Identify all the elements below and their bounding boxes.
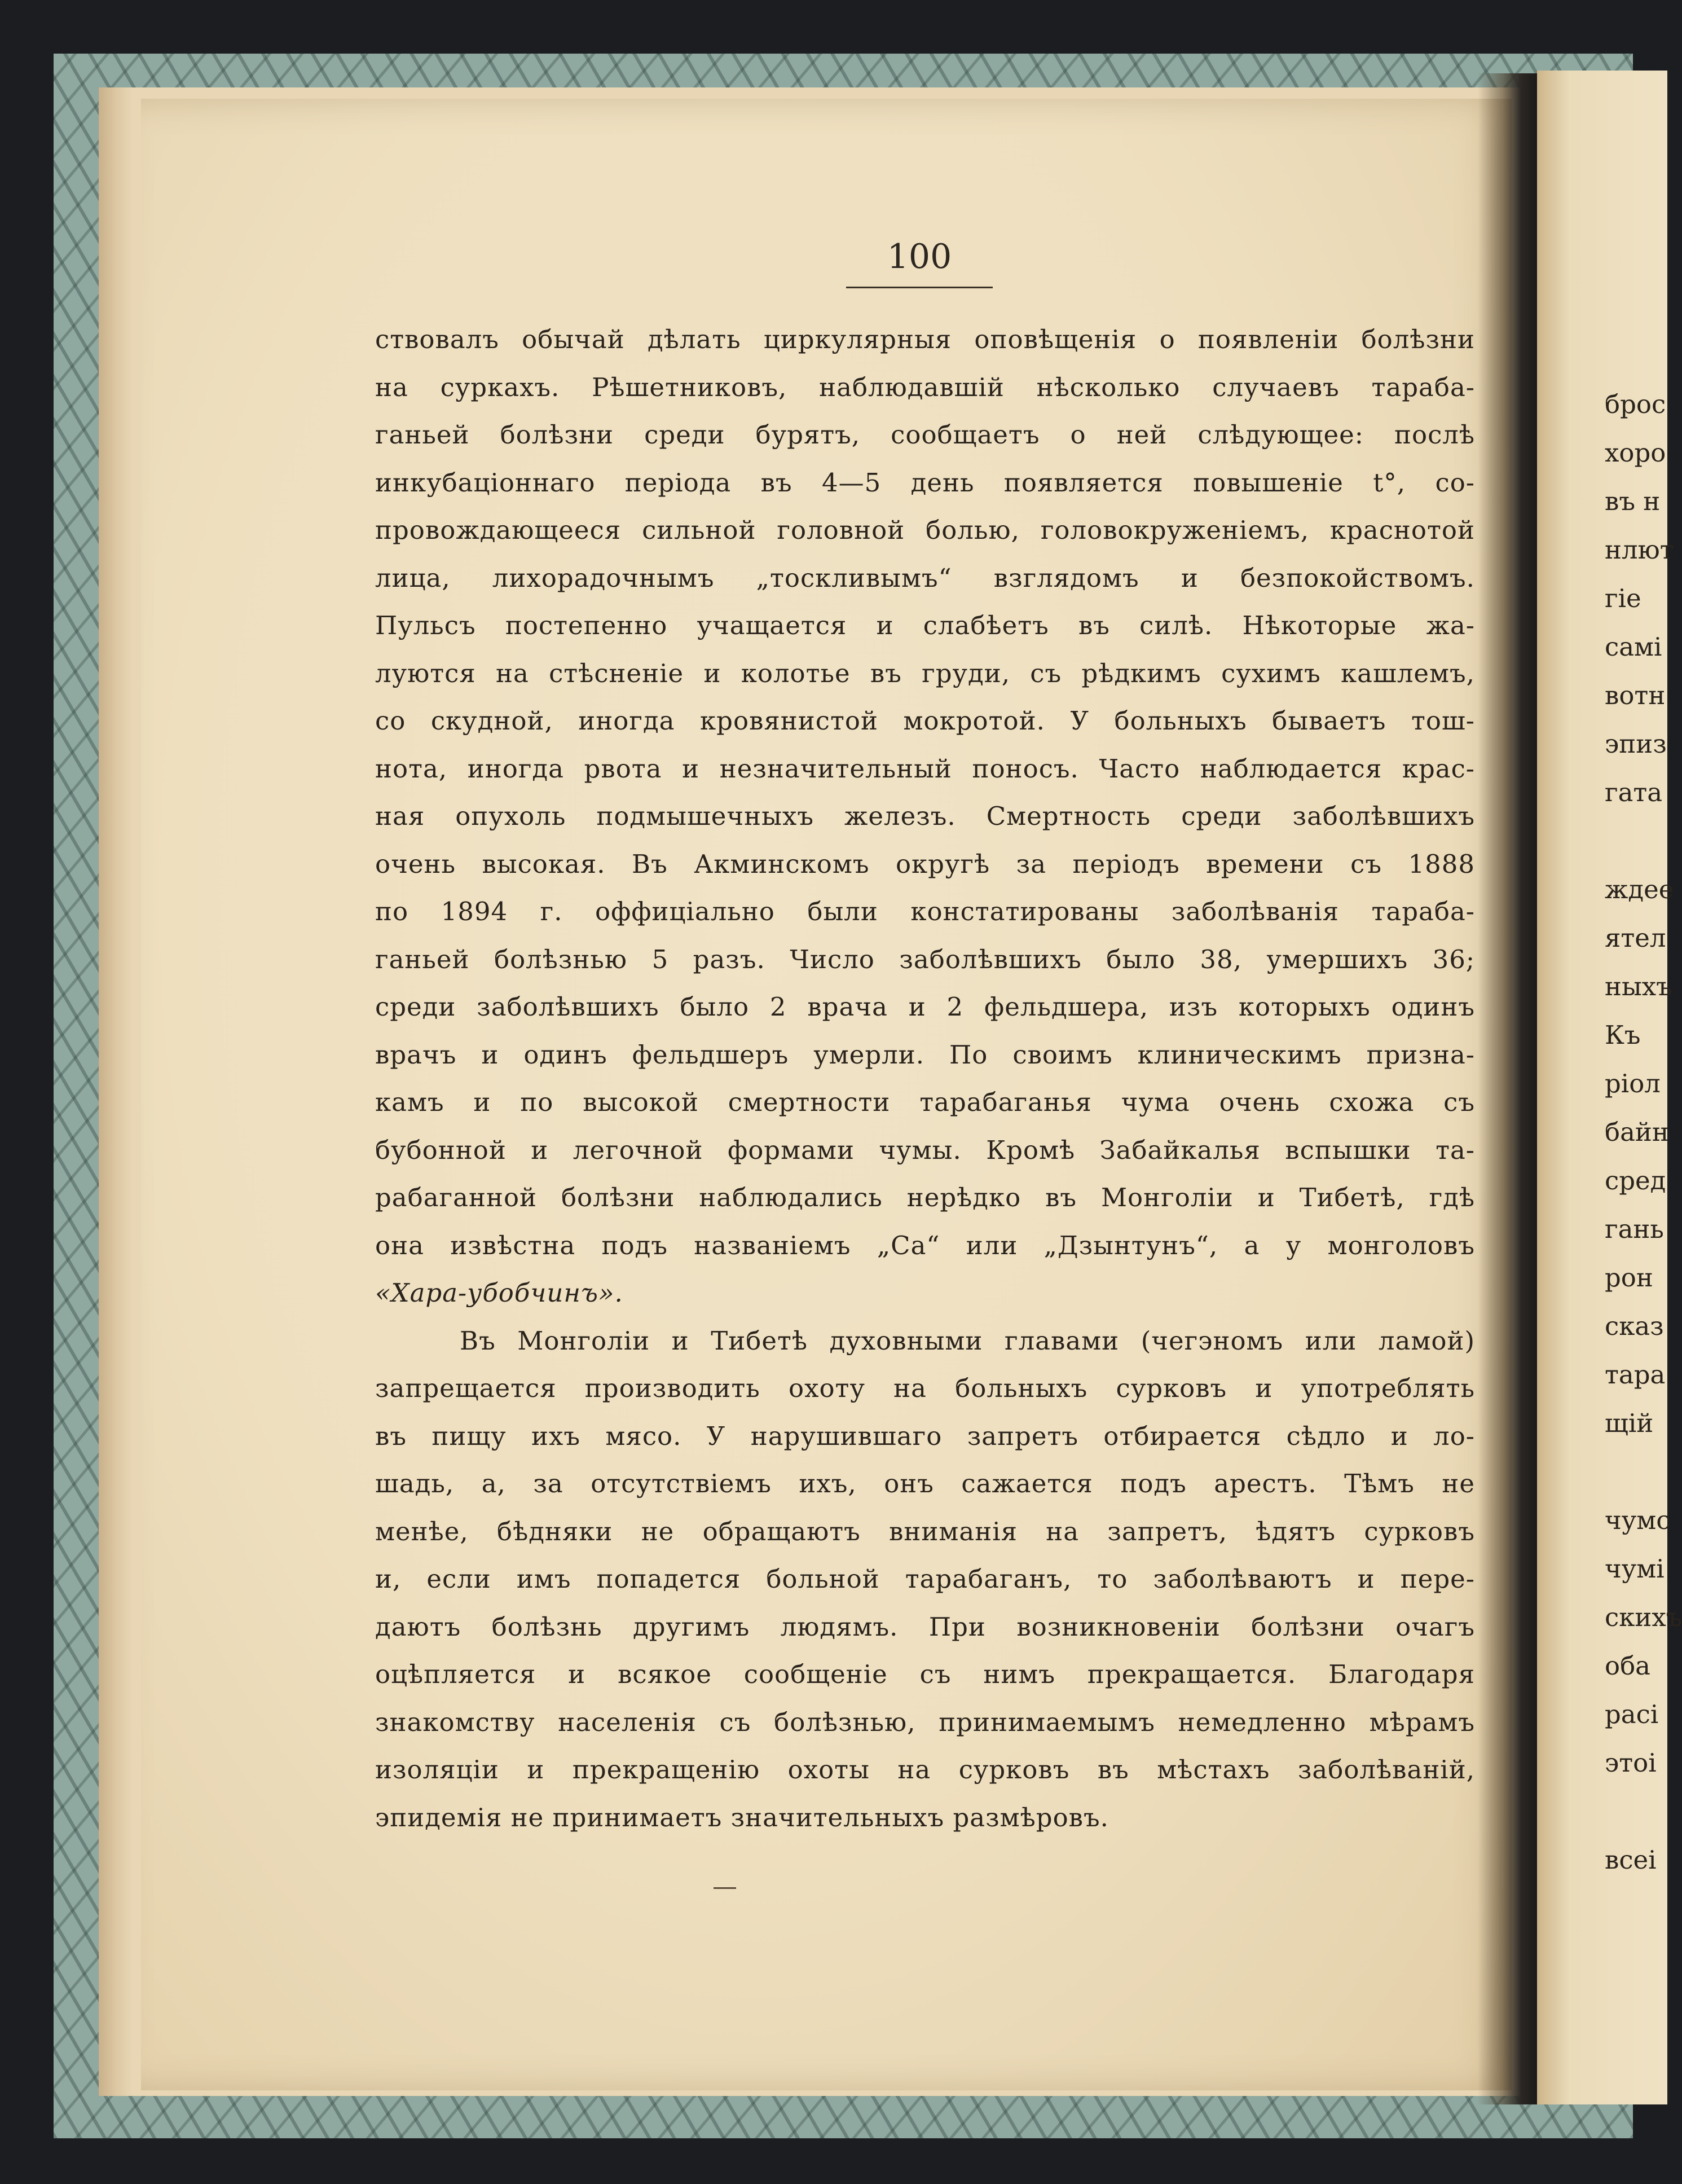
text-line: даютъ болѣзнь другимъ людямъ. При возникновеніи болѣзни очагъ [375, 1611, 1475, 1642]
fragment: ріол [1605, 1069, 1661, 1098]
text-line: бубонной и легочной формами чумы. Кромѣ Забайкалья вспышки та- [375, 1135, 1475, 1165]
fragment: хоро [1605, 438, 1666, 468]
fragment: сказ [1605, 1311, 1664, 1341]
text-line: въ пищу ихъ мясо. У нарушившаго запретъ отбирается сѣдло и ло- [375, 1421, 1475, 1451]
text-line: она извѣстна подъ названіемъ „Са“ или „Дзынтунъ“, а у монголовъ [375, 1230, 1475, 1260]
text-line: Пульсъ постепенно учащается и слабѣетъ въ силѣ. Нѣкоторые жа- [375, 610, 1475, 640]
text-line: врачъ и одинъ фельдшеръ умерли. По своимъ клиническимъ призна- [375, 1039, 1475, 1070]
text-line: шадь, а, за отсутствіемъ ихъ, онъ сажается подъ арестъ. Тѣмъ не [375, 1469, 1475, 1499]
text-line: нота, иногда рвота и незначительный поносъ. Часто наблюдается крас- [375, 753, 1475, 784]
text-line: луются на стѣсненіе и колотье въ груди, съ рѣдкимъ сухимъ кашлемъ, [375, 658, 1475, 688]
next-page-text [1605, 389, 1682, 1893]
fragment: скихъ [1605, 1602, 1682, 1632]
text-line: и, если имъ попадется больной тарабаганъ, то заболѣваютъ и пере- [375, 1564, 1475, 1594]
text-line: запрещается производить охоту на больныхъ сурковъ и употреблять [375, 1373, 1475, 1403]
fragment: ятел [1605, 923, 1666, 953]
text-line: со скудной, иногда кровянистой мокротой. У больныхъ бываетъ тош- [375, 706, 1475, 736]
text-line: менѣе, бѣдняки не обращаютъ вниманія на запретъ, ѣдятъ сурковъ [375, 1516, 1475, 1546]
text-line: «Хара-убобчинъ». [375, 1278, 623, 1308]
paragraph-gap [1605, 1796, 1667, 1845]
text-line: эпидемія не принимаетъ значительныхъ размѣровъ. [375, 1802, 1109, 1833]
fragment: тара [1605, 1360, 1666, 1390]
page-number: 100 [846, 237, 993, 288]
text-line: ная опухоль подмышечныхъ железъ. Смертность среди заболѣвшихъ [375, 801, 1475, 831]
fragment: рон [1605, 1263, 1653, 1293]
text-line: изоляціи и прекращенію охоты на сурковъ въ мѣстахъ заболѣваній, [375, 1755, 1475, 1785]
text-line: провождающееся сильной головной болью, головокруженіемъ, краснотой [375, 515, 1475, 545]
fragment: расі [1605, 1699, 1659, 1729]
fragment: ждее [1605, 875, 1674, 904]
fragment: гіе [1605, 583, 1641, 613]
text-line: на суркахъ. Рѣшетниковъ, наблюдавшій нѣсколько случаевъ тараба- [375, 372, 1475, 402]
text-line: ствовалъ обычай дѣлать циркулярныя оповѣщенія о появленіи болѣзни [375, 324, 1475, 354]
text-line: рабаганной болѣзни наблюдались нерѣдко въ Монголіи и Тибетѣ, гдѣ [375, 1183, 1475, 1212]
fragment: нлют [1605, 535, 1674, 565]
paragraph-gap [1605, 1457, 1667, 1505]
fragment: вотн [1605, 680, 1666, 710]
end-dash [714, 1887, 736, 1889]
fragment: гань [1605, 1214, 1664, 1244]
paragraph-gap [1605, 826, 1667, 875]
fragment: оба [1605, 1651, 1651, 1681]
fragment: этоі [1605, 1748, 1657, 1778]
fragment: ныхъ [1605, 972, 1672, 1001]
text-line: очень высокая. Въ Акминскомъ округѣ за періодъ времени съ 1888 [375, 849, 1475, 879]
fragment: чумі [1605, 1554, 1665, 1584]
text-line: камъ и по высокой смертности тарабаганья чума очень схожа съ [375, 1087, 1475, 1117]
fragment: самі [1605, 632, 1662, 662]
text-line: по 1894 г. оффиціально были констатированы заболѣванія тараба- [375, 897, 1475, 926]
text-line: ганьей болѣзнью 5 разъ. Число заболѣвшихъ было 38, умершихъ 36; [375, 944, 1475, 974]
text-line: лица, лихорадочнымъ „тоскливымъ“ взглядомъ и безпокойствомъ. [375, 563, 1475, 593]
fragment: гата [1605, 777, 1663, 807]
text-line: ганьей болѣзни среди бурятъ, сообщаетъ о ней слѣдующее: послѣ [375, 420, 1475, 450]
book-gutter [1478, 73, 1540, 2104]
fragment: байн [1605, 1117, 1669, 1147]
text-line: Въ Монголіи и Тибетѣ духовными главами (чегэномъ или ламой) [460, 1325, 1475, 1356]
fragment: сред [1605, 1166, 1666, 1196]
fragment: въ н [1605, 486, 1661, 516]
text-line: инкубаціоннаго періода въ 4—5 день появляется повышеніе t°, со- [375, 467, 1475, 498]
fragment: эпиз [1605, 729, 1667, 759]
text-line: оцѣпляется и всякое сообщеніе съ нимъ прекращается. Благодаря [375, 1659, 1475, 1689]
fragment: брос [1605, 389, 1666, 419]
fragment: чумс [1605, 1505, 1671, 1535]
fragment: Къ [1605, 1020, 1641, 1050]
text-line: знакомству населенія съ болѣзнью, принимаемымъ немедленно мѣрамъ [375, 1707, 1475, 1737]
main-text [375, 316, 1475, 1842]
text-line: среди заболѣвшихъ было 2 врача и 2 фельдшера, изъ которыхъ одинъ [375, 992, 1475, 1022]
fragment: всеі [1605, 1845, 1657, 1875]
fragment: щій [1605, 1408, 1654, 1438]
